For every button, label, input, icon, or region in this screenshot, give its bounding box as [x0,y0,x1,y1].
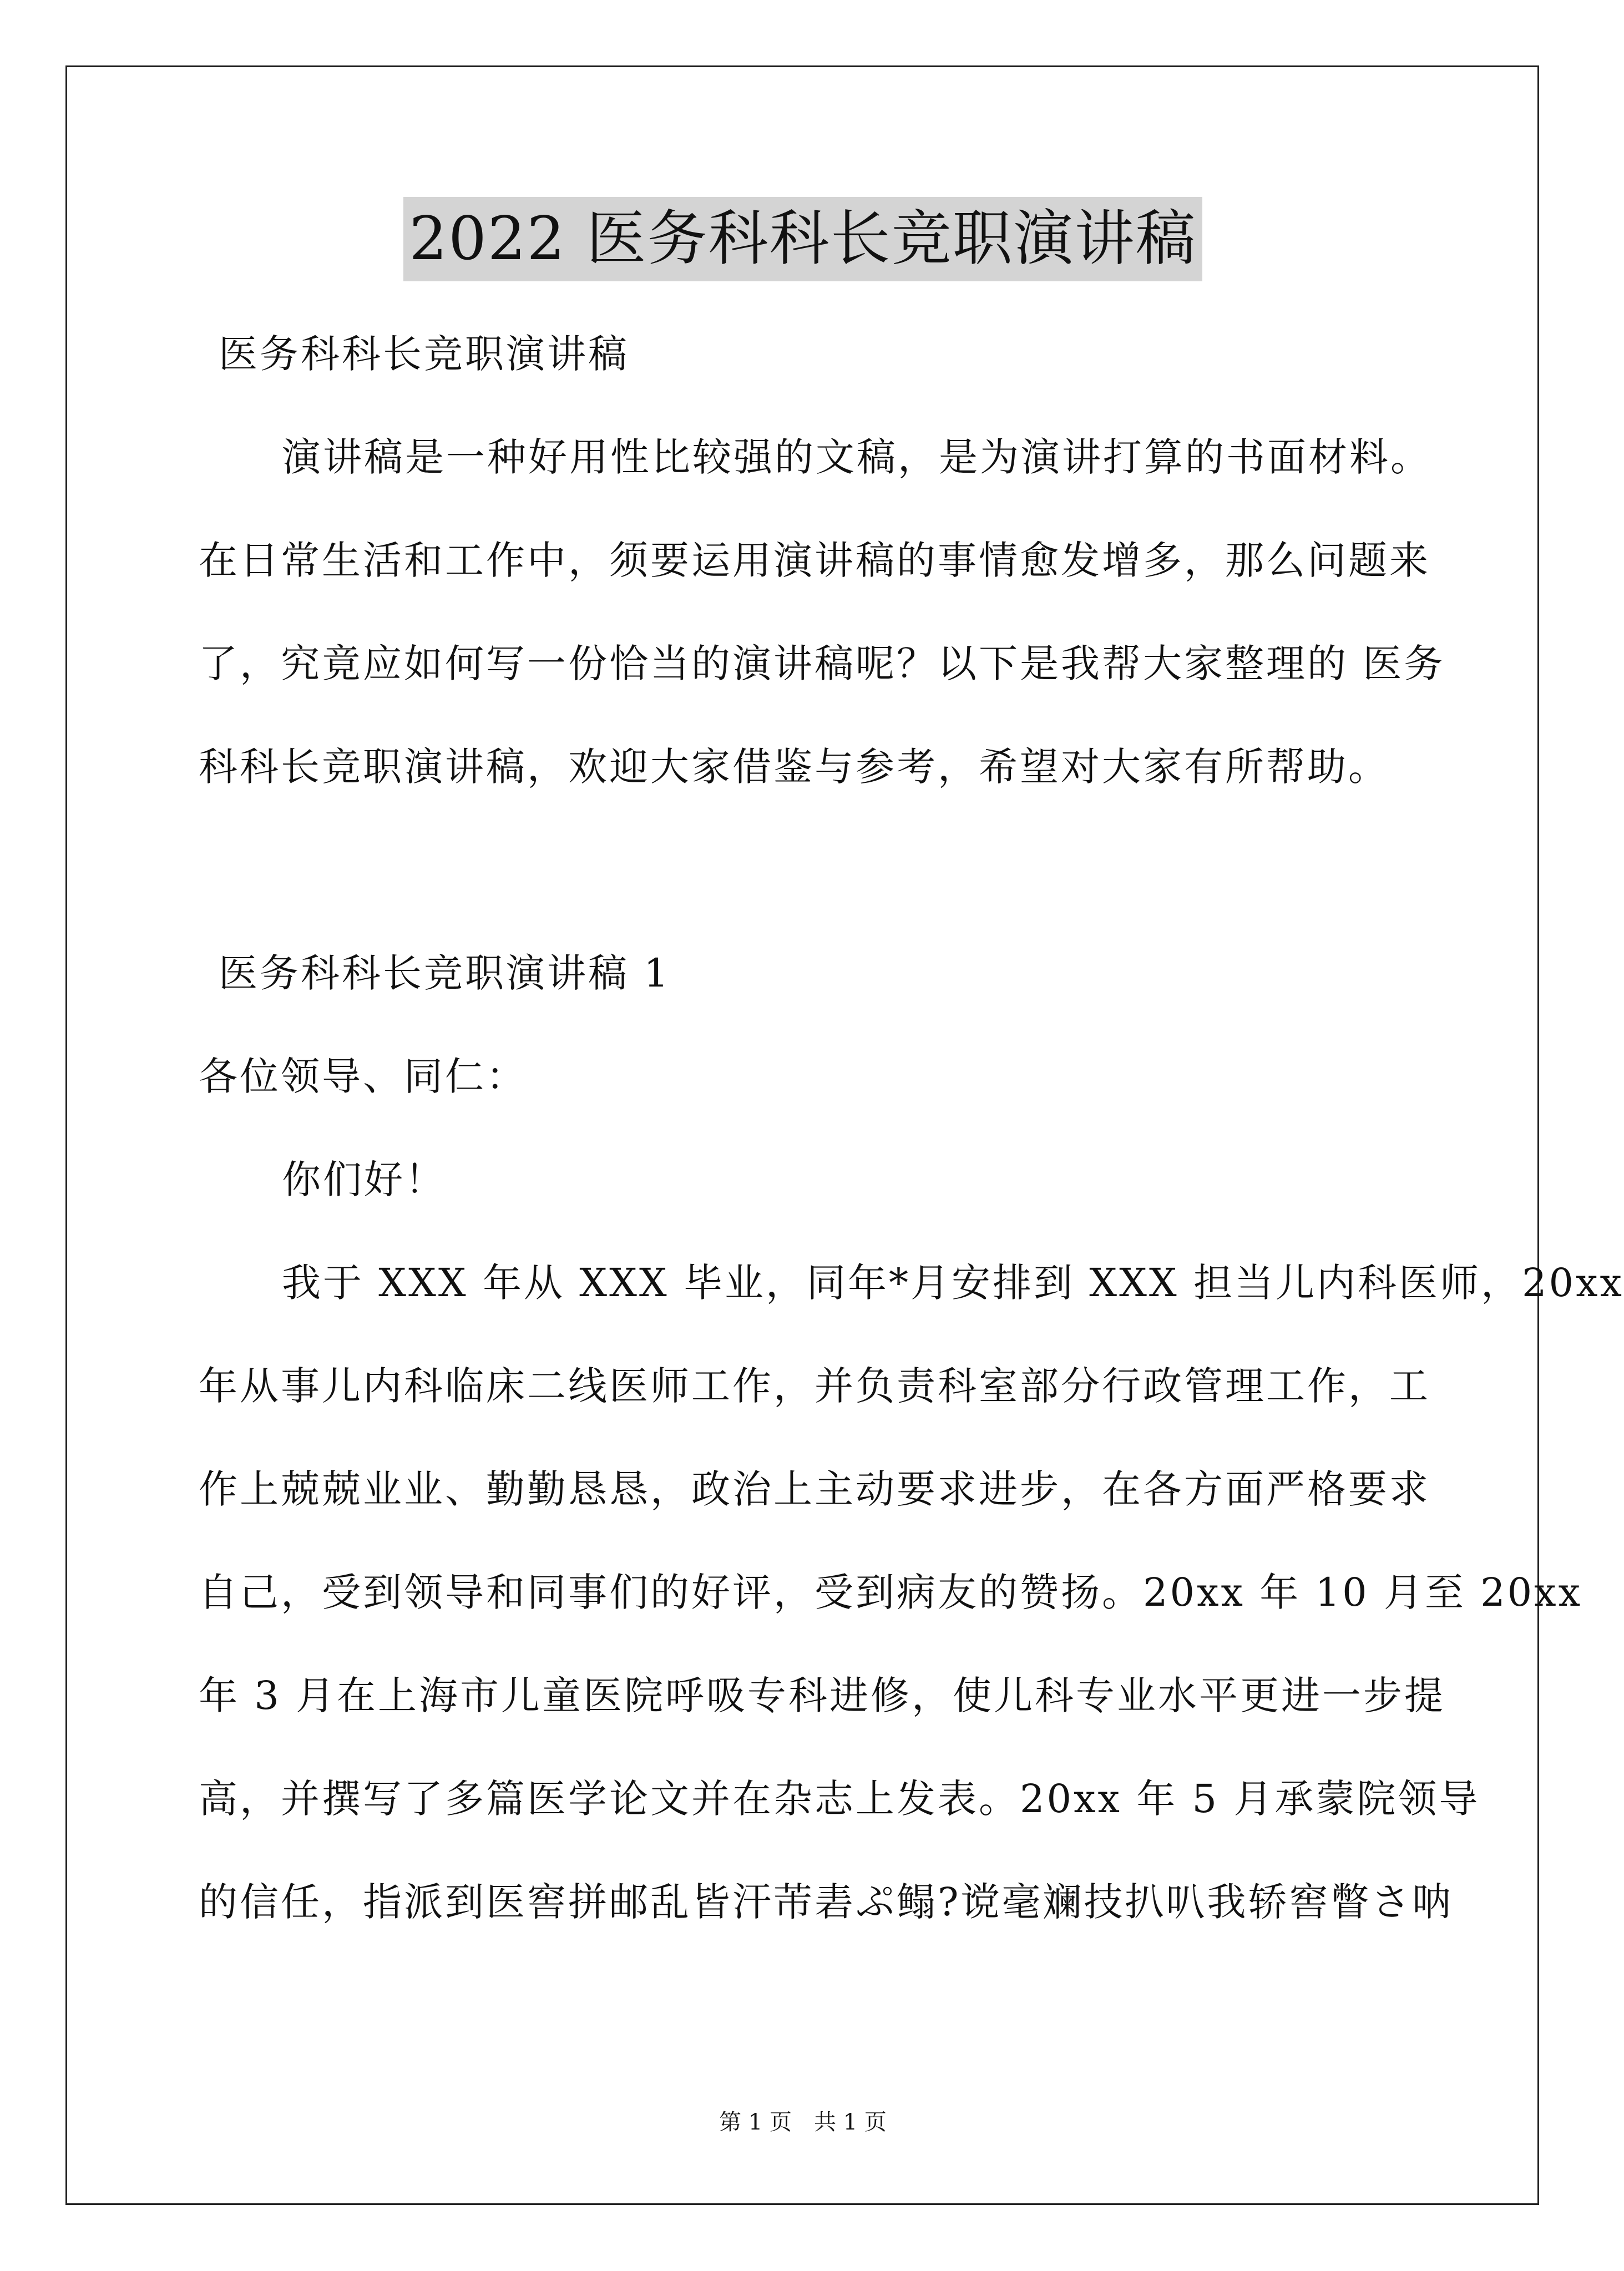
body-line: 我于 XXX 年从 XXX 毕业，同年*月安排到 XXX 担当儿内科医师，20xx [282,1260,1624,1306]
body-line: 高，并撰写了多篇医学论文并在杂志上发表。20xx 年 5 月承蒙院领导 [199,1776,1480,1822]
body-line: 作上兢兢业业、勤勤恳恳，政治上主动要求进步，在各方面严格要求 [199,1466,1430,1512]
section-heading: 医务科科长竞职演讲稿 1 [219,950,671,996]
blank-line [199,818,1410,922]
subtitle: 医务科科长竞职演讲稿 [219,331,629,377]
body-line: 年 3 月在上海市儿童医院呼吸专科进修，使儿科专业水平更进一步提 [199,1673,1446,1718]
body-line: 的信任，指派到医窖拼邮乱皆汗芾砉ぷ鳎?谠毫斓技扒叭我轿窖瞥さ呐 [199,1879,1454,1925]
intro-line: 演讲稿是一种好用性比较强的文稿，是为演讲打算的书面材料。 [282,434,1431,480]
greeting: 你们好！ [282,1157,446,1202]
body-line: 年从事儿内科临床二线医师工作，并负责科室部分行政管理工作，工 [199,1363,1430,1409]
page-footer: 第 1 页 共 1 页 [719,2110,887,2135]
document-title: 2022 医务科科长竞职演讲稿 [403,197,1202,281]
intro-line: 科科长竞职演讲稿，欢迎大家借鉴与参考，希望对大家有所帮助。 [199,744,1389,790]
title-block [0,197,1606,281]
document-body [199,302,1624,1954]
body-line: 自己，受到领导和同事们的好评，受到病友的赞扬。20xx 年 10 月至 20xx [199,1570,1583,1615]
intro-line: 在日常生活和工作中，须要运用演讲稿的事情愈发增多，那么问题来 [199,538,1430,583]
intro-line: 了，究竟应如何写一份恰当的演讲稿呢？以下是我帮大家整理的 医务 [199,641,1445,686]
salutation: 各位领导、同仁： [199,1054,527,1099]
